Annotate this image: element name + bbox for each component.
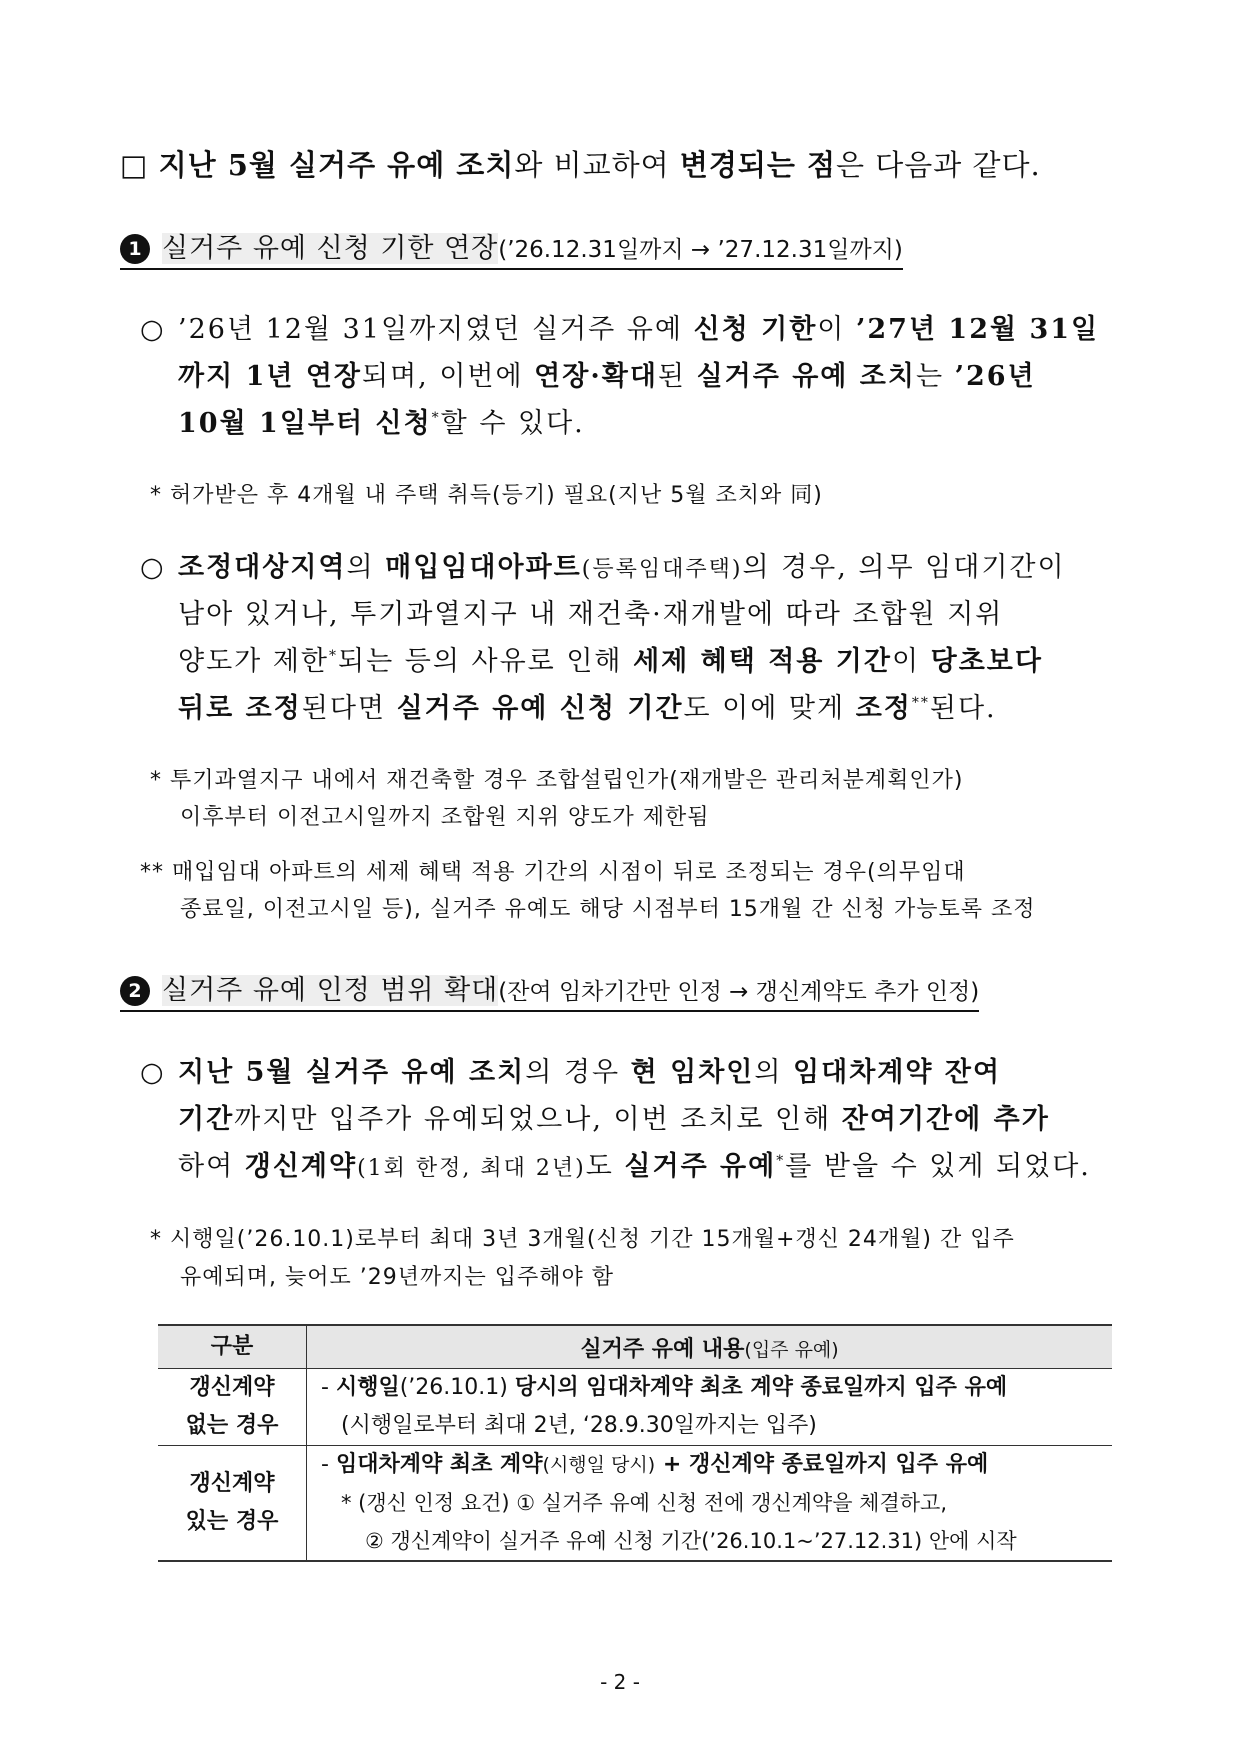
- section1-bullet1-line3: 10월 1일부터 신청*할 수 있다.: [178, 408, 585, 439]
- section2-bullet1-line1: ○ 지난 5월 실거주 유예 조치의 경우 현 임차인의 임대차계약 잔여: [140, 1057, 1002, 1088]
- table-row: [158, 1369, 1112, 1446]
- intro-sentence: □ 지난 5월 실거주 유예 조치와 비교하여 변경되는 점은 다음과 같다.: [120, 148, 1041, 182]
- section2-bullet1-line3: 하여 갱신계약(1회 한정, 최대 2년)도 실거주 유예*를 받을 수 있게 되었다.: [178, 1151, 1091, 1182]
- section1-bullet2-line1: ○ 조정대상지역의 매입임대아파트(등록임대주택)의 경우, 의무 임대기간이: [140, 552, 1066, 583]
- section2-title: 실거주 유예 인정 범위 확대: [162, 975, 499, 1006]
- circled-number-icon: 1: [120, 234, 150, 264]
- section1-footnote3-line1: ** 매입임대 아파트의 세제 혜택 적용 기간의 시점이 뒤로 조정되는 경우(의무임대: [140, 860, 966, 885]
- circle-bullet-icon: ○: [140, 1057, 166, 1088]
- section1-bullet2-line3: 양도가 제한*되는 등의 사유로 인해 세제 혜택 적용 기간이 당초보다: [178, 646, 1043, 677]
- table-row: [158, 1446, 1112, 1562]
- section1-footnote2-line2: 이후부터 이전고시일까지 조합원 지위 양도가 제한됨: [180, 805, 710, 830]
- section1-bullet2-line2: 남아 있거나, 투기과열지구 내 재건축·재개발에 따라 조합원 지위: [178, 599, 1004, 630]
- row2-line3: ② 갱신계약이 실거주 유예 신청 기간(’26.10.1~’27.12.31) 안에 시작: [365, 1529, 1017, 1553]
- section1-title: 실거주 유예 신청 기한 연장: [162, 233, 499, 264]
- section2-footnote1-line1: * 시행일(’26.10.1)로부터 최대 3년 3개월(신청 기간 15개월+갱신 24개월) 간 입주: [150, 1227, 1015, 1252]
- row2-line2: * (갱신 인정 요건) ① 실거주 유예 신청 전에 갱신계약을 체결하고,: [341, 1491, 948, 1515]
- section1-bullet1-line1: ○ ’26년 12월 31일까지였던 실거주 유예 신청 기한이 ’27년 12월 31일: [140, 314, 1100, 345]
- section1-footnote2-line1: * 투기과열지구 내에서 재건축할 경우 조합설립인가(재개발은 관리처분계획인가): [150, 768, 964, 793]
- table-header-category: 구분: [158, 1325, 307, 1369]
- table-row-content: [307, 1369, 1113, 1446]
- circle-bullet-icon: ○: [140, 552, 166, 583]
- checkbox-square-icon: □: [120, 148, 149, 182]
- section1-heading: [120, 226, 903, 270]
- table-header-content: 실거주 유예 내용(입주 유예): [307, 1325, 1113, 1369]
- section1-bullet1-line2: 까지 1년 연장되며, 이번에 연장·확대된 실거주 유예 조치는 ’26년: [178, 361, 1036, 392]
- row2-line1: - 임대차계약 최초 계약(시행일 당시) + 갱신계약 종료일까지 입주 유예: [321, 1452, 989, 1477]
- table-row-label: 갱신계약 있는 경우: [158, 1446, 307, 1562]
- circled-number-icon: 2: [120, 976, 150, 1006]
- circle-bullet-icon: ○: [140, 314, 166, 345]
- table-row-label: 갱신계약 없는 경우: [158, 1369, 307, 1446]
- page-number: - 2 -: [600, 1670, 640, 1694]
- table-row-content: [307, 1446, 1113, 1562]
- deferral-table: [158, 1324, 1112, 1562]
- section1-period: (’26.12.31일까지 → ’27.12.31일까지): [498, 237, 903, 263]
- row1-line1: - 시행일(’26.10.1) 당시의 임대차계약 최초 계약 종료일까지 입주 유예: [321, 1375, 1008, 1400]
- section1-footnote1: * 허가받은 후 4개월 내 주택 취득(등기) 필요(지난 5월 조치와 同): [150, 483, 823, 508]
- section2-heading: [120, 968, 979, 1012]
- table-header-row: [158, 1325, 1112, 1369]
- row1-line2: (시행일로부터 최대 2년, ‘28.9.30일까지는 입주): [341, 1413, 817, 1438]
- section2-period: (잔여 임차기간만 인정 → 갱신계약도 추가 인정): [498, 979, 980, 1005]
- section2-bullet1-line2: 기간까지만 입주가 유예되었으나, 이번 조치로 인해 잔여기간에 추가: [178, 1104, 1050, 1135]
- section2-footnote1-line2: 유예되며, 늦어도 ’29년까지는 입주해야 함: [180, 1265, 614, 1290]
- section1-bullet2-line4: 뒤로 조정된다면 실거주 유예 신청 기간도 이에 맞게 조정**된다.: [178, 693, 997, 724]
- section1-footnote3-line2: 종료일, 이전고시일 등), 실거주 유예도 해당 시점부터 15개월 간 신청 가능토록 조정: [180, 897, 1036, 922]
